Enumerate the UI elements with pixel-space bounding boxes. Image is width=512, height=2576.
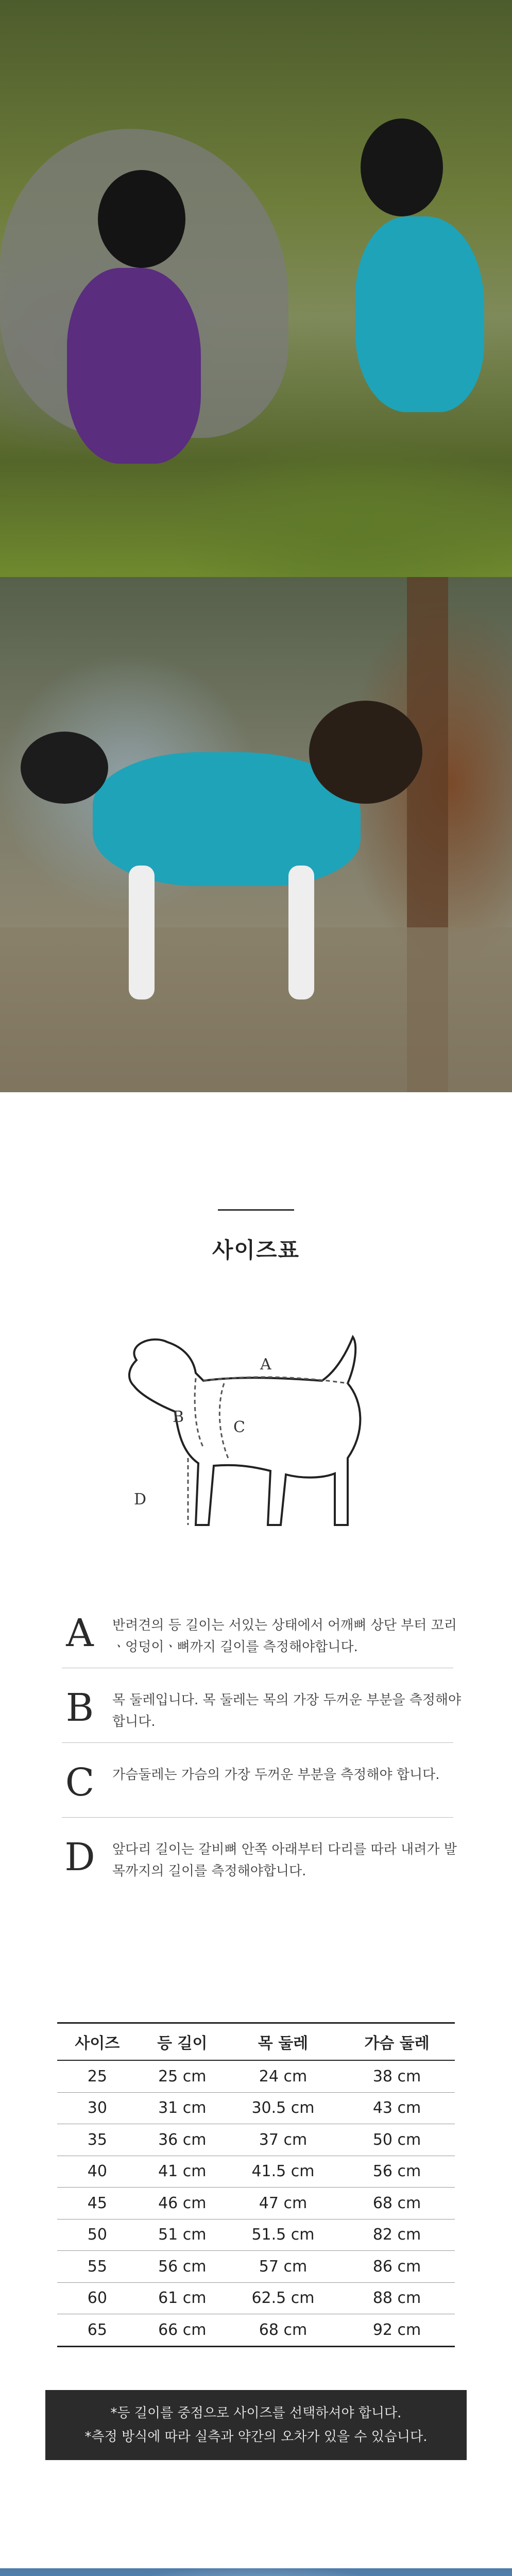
table-cell: 88 cm — [339, 2282, 455, 2314]
table-cell: 68 cm — [227, 2314, 339, 2347]
table-cell: 35 — [57, 2124, 138, 2156]
measurement-letter: B — [65, 1686, 94, 1730]
forest-ground — [0, 927, 512, 1092]
note-line: *측정 방식에 따라 실측과 약간의 오차가 있을 수 있습니다. — [84, 2429, 428, 2445]
divider — [62, 1817, 453, 1818]
divider — [62, 1742, 453, 1743]
measurement-d — [62, 1832, 457, 1892]
column-header: 사이즈 — [57, 2023, 138, 2061]
photo-woman-with-dog — [0, 2568, 512, 2576]
size-note-box — [45, 2390, 467, 2460]
measurement-text: 앞다리 길이는 갈비뼈 안쪽 아래부터 다리를 따라 내려가 발목까지의 길이를 측정해야합니다. — [112, 1842, 457, 1879]
dog-outline-diagram-icon — [106, 1329, 409, 1556]
table-cell: 68 cm — [339, 2188, 455, 2219]
table-cell: 36 cm — [138, 2124, 227, 2156]
diagram-label-a: A — [260, 1355, 271, 1374]
table-cell: 66 cm — [138, 2314, 227, 2347]
table-cell: 25 — [57, 2060, 138, 2092]
measurement-letter: A — [66, 1611, 94, 1655]
table-row — [57, 2124, 455, 2156]
dog-leg — [288, 866, 314, 999]
table-header-row — [57, 2023, 455, 2061]
table-row — [57, 2251, 455, 2283]
table-row — [57, 2282, 455, 2314]
table-cell: 37 cm — [227, 2124, 339, 2156]
column-header: 목 둘레 — [227, 2023, 339, 2061]
table-cell: 61 cm — [138, 2282, 227, 2314]
table-cell: 31 cm — [138, 2092, 227, 2124]
diagram-label-c: C — [233, 1418, 245, 1436]
table-row — [57, 2314, 455, 2347]
measurement-text: 목 둘레입니다. 목 둘레는 목의 가장 두꺼운 부분을 측정해야합니다. — [112, 1692, 462, 1730]
diagram-label-d: D — [134, 1490, 147, 1509]
table-row — [57, 2188, 455, 2219]
dog-leg — [129, 866, 155, 999]
table-cell: 56 cm — [339, 2156, 455, 2188]
table-cell: 40 — [57, 2156, 138, 2188]
table-cell: 86 cm — [339, 2251, 455, 2283]
table-cell: 82 cm — [339, 2219, 455, 2251]
table-row — [57, 2156, 455, 2188]
table-cell: 24 cm — [227, 2060, 339, 2092]
column-header: 등 길이 — [138, 2023, 227, 2061]
measurement-a — [62, 1607, 457, 1668]
table-cell: 30 — [57, 2092, 138, 2124]
table-cell: 56 cm — [138, 2251, 227, 2283]
table-row — [57, 2092, 455, 2124]
table-cell: 41 cm — [138, 2156, 227, 2188]
table-row — [57, 2060, 455, 2092]
dog-head-black-2 — [361, 118, 443, 216]
table-cell: 62.5 cm — [227, 2282, 339, 2314]
table-cell: 43 cm — [339, 2092, 455, 2124]
table-cell: 30.5 cm — [227, 2092, 339, 2124]
dog-head-collie — [309, 701, 422, 804]
page-title: 사이즈표 — [212, 1238, 300, 1263]
table-cell: 47 cm — [227, 2188, 339, 2219]
table-cell: 51.5 cm — [227, 2219, 339, 2251]
dog-tail — [21, 732, 108, 804]
table-cell: 60 — [57, 2282, 138, 2314]
measurement-b — [62, 1682, 462, 1743]
size-table — [57, 2022, 455, 2347]
diagram-label-b: B — [173, 1408, 184, 1426]
table-cell: 55 — [57, 2251, 138, 2283]
measurement-letter: C — [65, 1760, 95, 1805]
table-cell: 25 cm — [138, 2060, 227, 2092]
note-line: *등 길이를 중점으로 사이즈를 선택하셔야 합니다. — [110, 2405, 402, 2421]
dog-teal-jacket — [355, 216, 484, 412]
table-cell: 51 cm — [138, 2219, 227, 2251]
table-cell: 38 cm — [339, 2060, 455, 2092]
table-cell: 45 — [57, 2188, 138, 2219]
photo-collie-forest — [0, 577, 512, 1092]
measurement-letter: D — [64, 1835, 95, 1879]
table-cell: 65 — [57, 2314, 138, 2347]
table-cell: 41.5 cm — [227, 2156, 339, 2188]
table-cell: 50 — [57, 2219, 138, 2251]
measurement-text: 가슴둘레는 가슴의 가장 두꺼운 부분을 측정해야 합니다. — [112, 1767, 440, 1783]
table-row — [57, 2219, 455, 2251]
column-header: 가슴 둘레 — [339, 2023, 455, 2061]
table-cell: 92 cm — [339, 2314, 455, 2347]
table-cell: 46 cm — [138, 2188, 227, 2219]
measurement-c — [62, 1757, 453, 1818]
measurement-text: 반려견의 등 길이는 서있는 상태에서 어깨뼈 상단 부터 꼬리ㆍ엉덩이ㆍ뼈까지 길이를 측정해야합니다. — [112, 1618, 457, 1655]
table-cell: 57 cm — [227, 2251, 339, 2283]
table-cell: 50 cm — [339, 2124, 455, 2156]
dog-head-black — [98, 170, 185, 268]
title-rule — [218, 1209, 294, 1211]
hero-photo-two-dogs — [0, 0, 512, 577]
dog-purple-jacket — [67, 268, 201, 464]
